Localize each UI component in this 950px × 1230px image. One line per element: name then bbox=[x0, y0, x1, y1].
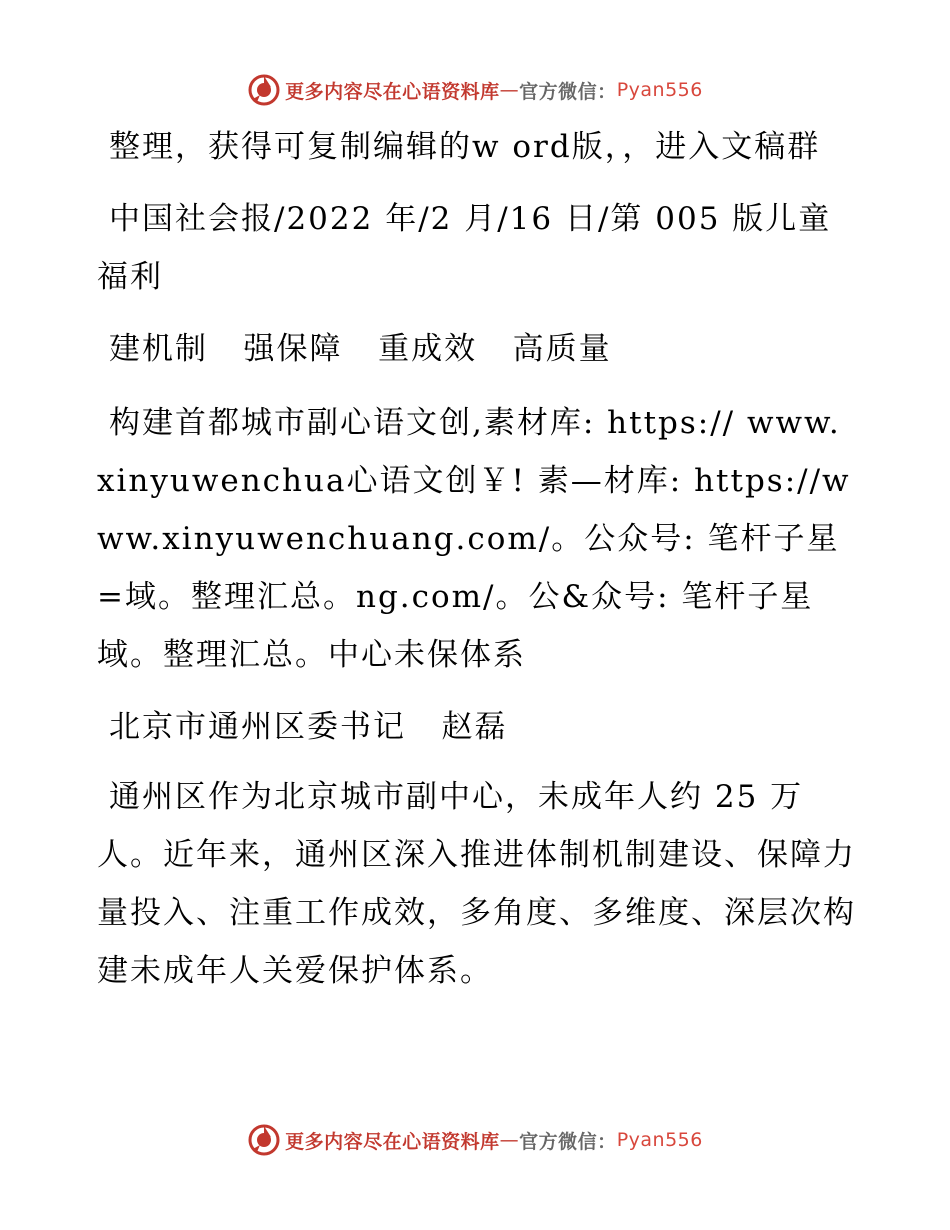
body-paragraph: 通州区作为北京城市副中心，未成年人约 25 万人。近年来，通州区深入推进体制机制建设、保障力量投入、注重工作成效，多角度、多维度、深层次构建未成年人关爱保护体系。 bbox=[97, 779, 856, 989]
source-line: 中国社会报/2022 年/2 月/16 日/第 005 版儿童福利 bbox=[97, 201, 832, 295]
watermark-text: 更多内容尽在心语资料库 bbox=[285, 80, 500, 103]
watermark-wechat-id: Pyan556 bbox=[616, 1129, 703, 1151]
article-headline: 建机制 强保障 重成效 高质量 bbox=[109, 331, 612, 367]
logo-icon bbox=[247, 1123, 281, 1157]
watermark-wechat-id: Pyan556 bbox=[616, 79, 703, 101]
watermark-dash: — bbox=[499, 79, 520, 101]
header-watermark bbox=[0, 70, 950, 110]
watermark-wechat-label: 官方微信： bbox=[519, 80, 617, 103]
footer-watermark bbox=[0, 1120, 950, 1160]
watermark-wechat-label: 官方微信： bbox=[519, 1130, 617, 1153]
subtitle-paragraph: 构建首都城市副心语文创,素材库: https:// www.xinyuwenchua心语文创￥! 素—材库: https://www.xinyuwenchuang.com/。公众号: 笔杆子星=域。整理汇总。ng.com/。公&众号: 笔杆子星域。整理汇总。中心未保体系 bbox=[97, 405, 851, 673]
watermark-dash: — bbox=[499, 1129, 520, 1151]
author-line: 北京市通州区委书记 赵磊 bbox=[109, 709, 508, 745]
watermark-text: 更多内容尽在心语资料库 bbox=[285, 1130, 500, 1153]
logo-icon bbox=[247, 73, 281, 107]
intro-paragraph: 整理，获得可复制编辑的w ord版，，进入文稿群 bbox=[109, 129, 821, 165]
document-body bbox=[97, 118, 857, 1000]
